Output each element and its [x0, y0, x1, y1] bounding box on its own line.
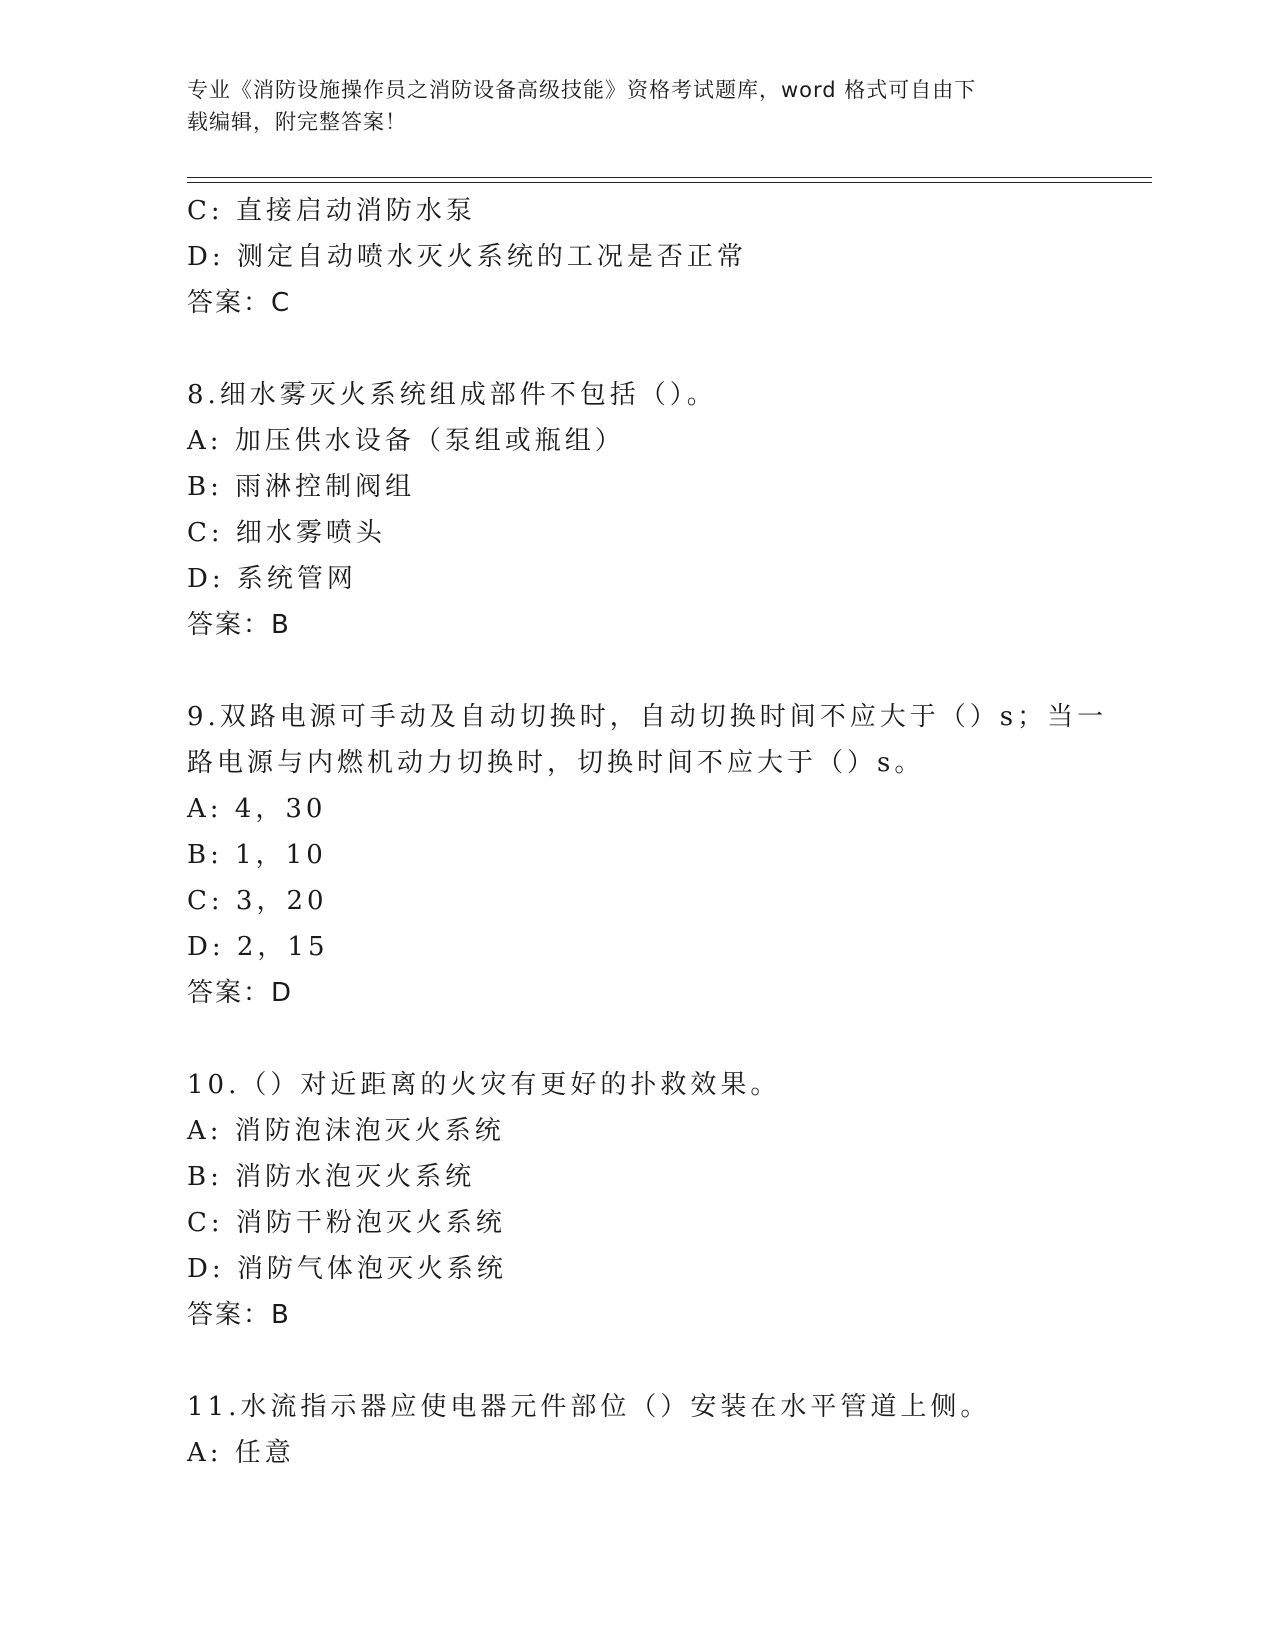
q9-question-line-2: 路电源与内燃机动力切换时，切换时间不应大于（）s。 — [187, 748, 925, 778]
q9-option-c: C: 3，20 — [187, 886, 328, 916]
q8-option-c: C: 细水雾喷头 — [187, 518, 386, 548]
q7-option-c: C: 直接启动消防水泵 — [187, 196, 476, 226]
spacer — [187, 648, 1087, 694]
q10-option-a: A: 消防泡沫泡灭火系统 — [187, 1116, 505, 1146]
header-divider-bottom — [187, 182, 1152, 183]
q7-answer: 答案：C — [187, 288, 292, 318]
q9-option-d: D: 2，15 — [187, 932, 329, 962]
q11-question: 11.水流指示器应使电器元件部位（）安装在水平管道上侧。 — [187, 1392, 991, 1422]
q8-option-b: B: 雨淋控制阀组 — [187, 472, 416, 502]
q11-option-a: A: 任意 — [187, 1438, 295, 1468]
spacer — [187, 1016, 1087, 1062]
q9-answer: 答案：D — [187, 978, 294, 1008]
header-divider-top — [187, 177, 1152, 178]
q9-question-line-1: 9.双路电源可手动及自动切换时，自动切换时间不应大于（）s；当一 — [187, 702, 1108, 732]
q8-option-d: D: 系统管网 — [187, 564, 357, 594]
q7-option-d: D: 测定自动喷水灭火系统的工况是否正常 — [187, 242, 747, 272]
q9-option-a: A: 4，30 — [187, 794, 327, 824]
q8-question: 8.细水雾灭火系统组成部件不包括（）。 — [187, 380, 717, 410]
q9-option-b: B: 1，10 — [187, 840, 327, 870]
q10-option-d: D: 消防气体泡灭火系统 — [187, 1254, 507, 1284]
document-header — [187, 74, 1067, 138]
question-list — [187, 188, 1108, 1476]
header-line-2: 载编辑，附完整答案！ — [187, 110, 407, 134]
q10-option-b: B: 消防水泡灭火系统 — [187, 1162, 476, 1192]
q10-question: 10.（）对近距离的火灾有更好的扑救效果。 — [187, 1070, 781, 1100]
q8-option-a: A: 加压供水设备（泵组或瓶组） — [187, 426, 625, 456]
spacer — [187, 326, 1087, 372]
q8-answer: 答案：B — [187, 610, 291, 640]
q10-option-c: C: 消防干粉泡灭火系统 — [187, 1208, 506, 1238]
header-line-1: 专业《消防设施操作员之消防设备高级技能》资格考试题库，word 格式可自由下 — [187, 78, 977, 102]
spacer — [187, 1338, 1087, 1384]
q10-answer: 答案：B — [187, 1300, 291, 1330]
